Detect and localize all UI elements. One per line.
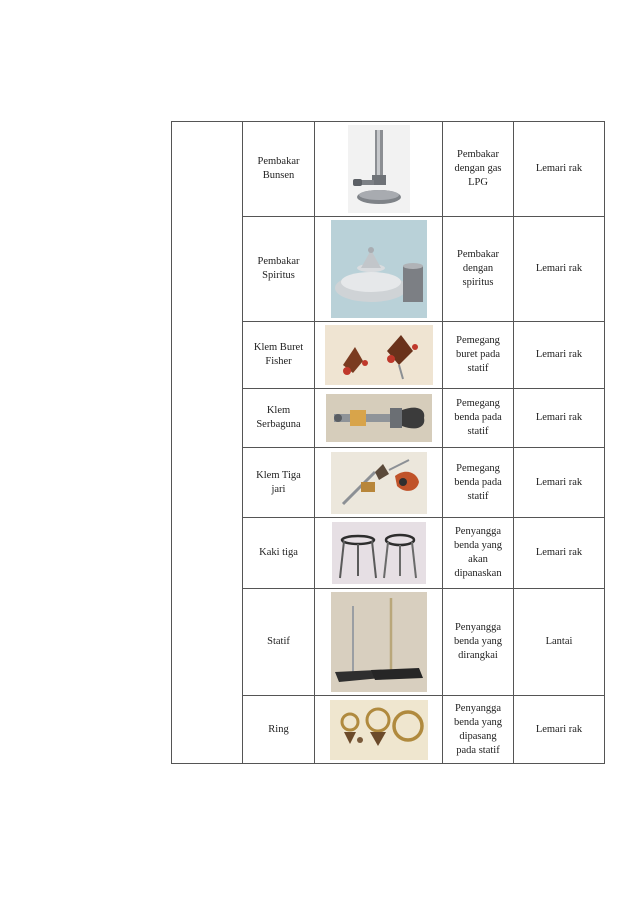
- equipment-function: Pemegang benda pada statif: [454, 398, 502, 437]
- tripod-image: [332, 522, 426, 584]
- equipment-function: Pembakar dengan gas LPG: [454, 149, 502, 188]
- equipment-name: Pembakar Spiritus: [257, 256, 300, 281]
- equipment-name: Klem Tiga jari: [256, 469, 301, 495]
- equipment-function: Penyangga benda yang akan dipanaskan: [453, 526, 503, 579]
- merged-blank-cell: [172, 122, 243, 764]
- storage-location: Lemari rak: [535, 723, 583, 735]
- equipment-name: Ring: [268, 723, 289, 735]
- equipment-name: Klem Serbaguna: [256, 405, 301, 430]
- burette-clamp-image: [325, 325, 433, 385]
- storage-location: Lemari rak: [535, 476, 583, 488]
- three-finger-clamp-image: [331, 452, 427, 514]
- equipment-name: Klem Buret Fisher: [253, 342, 304, 367]
- storage-location: Lemari rak: [535, 412, 583, 423]
- equipment-name: Statif: [267, 636, 290, 647]
- universal-clamp-image: [326, 394, 432, 442]
- equipment-function: Penyangga benda yang dirangkai: [453, 622, 503, 661]
- storage-location: Lemari rak: [535, 349, 583, 360]
- storage-location: Lemari rak: [535, 263, 583, 274]
- table-row: [172, 122, 605, 217]
- equipment-function: Pemegang buret pada statif: [455, 335, 501, 374]
- retort-stand-image: [331, 592, 427, 692]
- spirit-burner-image: [331, 220, 427, 318]
- storage-location: Lemari rak: [535, 163, 583, 174]
- equipment-name: Kaki tiga: [259, 547, 298, 558]
- storage-location: Lemari rak: [535, 547, 583, 558]
- storage-location: Lantai: [545, 636, 573, 647]
- equipment-table: [171, 121, 605, 764]
- equipment-function: Penyangga benda yang dipasang pada statif: [453, 702, 503, 756]
- equipment-function: Pembakar dengan spiritus: [457, 249, 499, 288]
- equipment-name: Pembakar Bunsen: [257, 156, 300, 181]
- ring-clamp-image: [330, 700, 428, 760]
- equipment-function: Pemegang benda pada statif: [454, 462, 502, 502]
- bunsen-burner-image: [348, 125, 410, 213]
